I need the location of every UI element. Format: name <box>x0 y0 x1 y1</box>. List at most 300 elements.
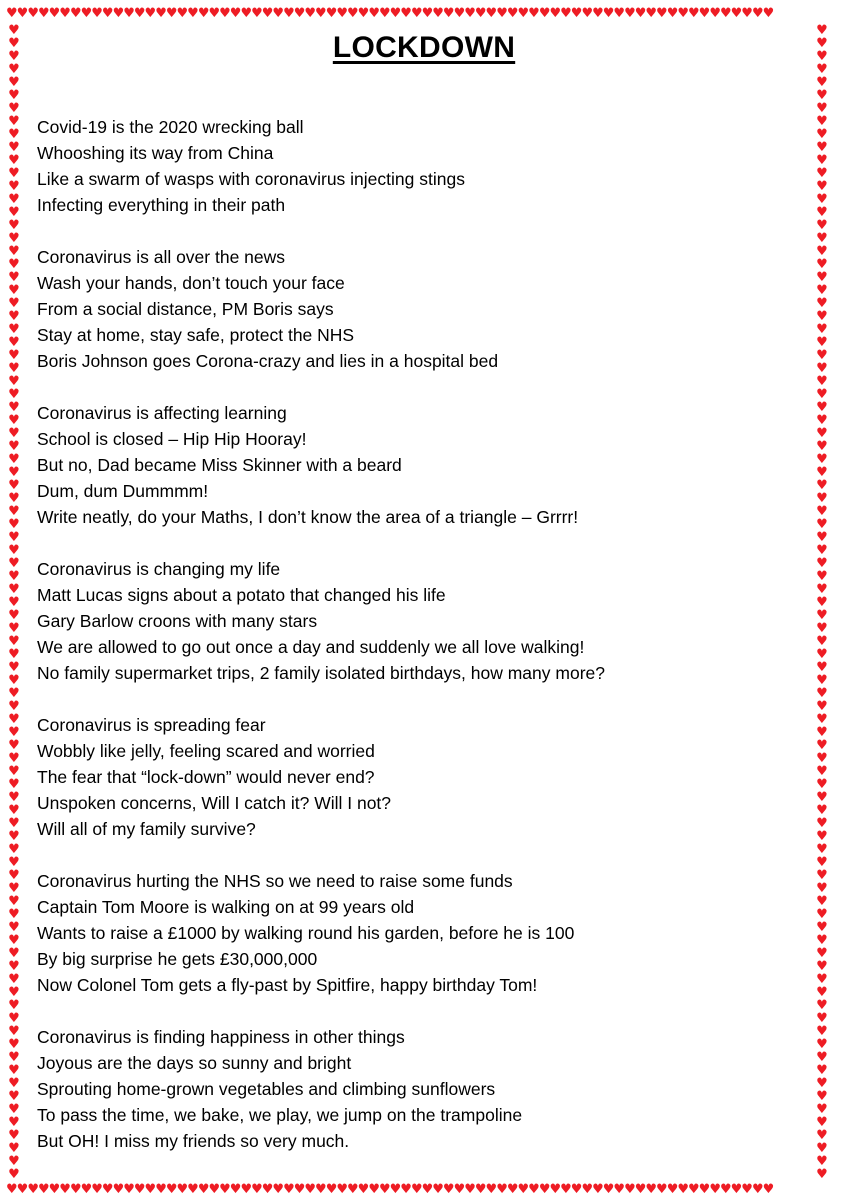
heart-icon: ♥ <box>816 88 828 103</box>
poem-line: The fear that “lock-down” would never end? <box>37 767 375 787</box>
heart-icon: ♥ <box>816 1102 828 1117</box>
heart-icon: ♥ <box>229 6 241 21</box>
stanza <box>37 244 797 374</box>
heart-icon: ♥ <box>816 855 828 870</box>
heart-icon: ♥ <box>8 569 20 584</box>
heart-icon: ♥ <box>165 6 177 21</box>
poem-line: Coronavirus is spreading fear <box>37 715 266 735</box>
heart-icon: ♥ <box>347 1182 358 1197</box>
heart-icon: ♥ <box>8 400 20 415</box>
heart-icon: ♥ <box>496 1182 507 1197</box>
heart-icon: ♥ <box>602 1182 614 1197</box>
heart-icon: ♥ <box>293 6 305 21</box>
heart-icon: ♥ <box>357 1182 369 1197</box>
heart-icon: ♥ <box>816 114 828 129</box>
heart-icon: ♥ <box>8 335 20 350</box>
heart-icon: ♥ <box>37 1182 49 1197</box>
heart-icon: ♥ <box>528 6 539 21</box>
heart-icon: ♥ <box>816 166 828 181</box>
heart-icon: ♥ <box>816 842 828 857</box>
heart-icon: ♥ <box>517 6 529 21</box>
heart-icon: ♥ <box>8 751 20 766</box>
heart-icon: ♥ <box>816 686 828 701</box>
heart-icon: ♥ <box>8 803 20 818</box>
heart-icon: ♥ <box>6 6 17 21</box>
heart-icon: ♥ <box>304 6 316 21</box>
heart-icon: ♥ <box>272 6 284 21</box>
heart-icon: ♥ <box>816 75 828 90</box>
heart-icon: ♥ <box>816 1011 828 1026</box>
heart-icon: ♥ <box>8 764 20 779</box>
heart-icon: ♥ <box>8 1128 20 1143</box>
heart-icon: ♥ <box>677 6 688 21</box>
heart-icon: ♥ <box>816 985 828 1000</box>
heart-icon: ♥ <box>410 6 422 21</box>
heart-icon: ♥ <box>570 6 582 21</box>
heart-icon: ♥ <box>8 1024 20 1039</box>
heart-icon: ♥ <box>8 530 20 545</box>
heart-icon: ♥ <box>240 6 252 21</box>
heart-icon: ♥ <box>8 595 20 610</box>
heart-icon: ♥ <box>155 1182 166 1197</box>
heart-icon: ♥ <box>816 413 828 428</box>
heart-icon: ♥ <box>442 6 454 21</box>
heart-icon: ♥ <box>816 517 828 532</box>
heart-icon: ♥ <box>816 621 828 636</box>
heart-icon: ♥ <box>8 465 20 480</box>
heart-icon: ♥ <box>592 1182 603 1197</box>
heart-icon: ♥ <box>816 153 828 168</box>
heart-icon: ♥ <box>80 1182 92 1197</box>
heart-icon: ♥ <box>816 23 828 38</box>
poem-line: Coronavirus is finding happiness in other things <box>37 1027 405 1047</box>
heart-icon: ♥ <box>816 491 828 506</box>
heart-icon: ♥ <box>8 881 20 896</box>
poem-line: Coronavirus is changing my life <box>37 559 281 579</box>
heart-icon: ♥ <box>261 6 273 21</box>
heart-icon: ♥ <box>187 1182 198 1197</box>
heart-icon: ♥ <box>101 1182 113 1197</box>
heart-icon: ♥ <box>27 1182 38 1197</box>
heart-icon: ♥ <box>816 881 828 896</box>
heart-icon: ♥ <box>6 1182 17 1197</box>
heart-icon: ♥ <box>816 192 828 207</box>
heart-icon: ♥ <box>91 6 102 21</box>
poem-line: But OH! I miss my friends so very much. <box>37 1131 350 1151</box>
poem-line: Wash your hands, don’t touch your face <box>37 273 345 293</box>
heart-icon: ♥ <box>624 6 635 21</box>
heart-icon: ♥ <box>506 1182 518 1197</box>
heart-icon: ♥ <box>389 6 401 21</box>
heart-icon: ♥ <box>762 6 774 21</box>
heart-icon: ♥ <box>816 582 828 597</box>
heart-icon: ♥ <box>304 1182 316 1197</box>
heart-icon: ♥ <box>48 1182 60 1197</box>
heart-icon: ♥ <box>8 855 20 870</box>
heart-icon: ♥ <box>80 6 92 21</box>
heart-icon: ♥ <box>464 1182 475 1197</box>
heart-icon: ♥ <box>8 686 20 701</box>
heart-icon: ♥ <box>112 6 124 21</box>
heart-icon: ♥ <box>8 88 20 103</box>
heart-icon: ♥ <box>8 114 20 129</box>
heart-icon: ♥ <box>8 556 20 571</box>
heart-icon: ♥ <box>816 790 828 805</box>
heart-icon: ♥ <box>59 6 70 21</box>
heart-icon: ♥ <box>8 647 20 662</box>
heart-icon: ♥ <box>453 6 465 21</box>
heart-icon: ♥ <box>816 257 828 272</box>
heart-icon: ♥ <box>8 153 20 168</box>
heart-icon: ♥ <box>528 1182 539 1197</box>
heart-icon: ♥ <box>592 6 603 21</box>
heart-icon: ♥ <box>8 894 20 909</box>
heart-icon: ♥ <box>656 1182 667 1197</box>
heart-icon: ♥ <box>538 1182 550 1197</box>
heart-icon: ♥ <box>816 894 828 909</box>
heart-icon: ♥ <box>8 725 20 740</box>
poem-title: LOCKDOWN <box>332 31 516 64</box>
heart-icon: ♥ <box>816 387 828 402</box>
heart-icon: ♥ <box>133 1182 145 1197</box>
heart-icon: ♥ <box>816 868 828 883</box>
heart-icon: ♥ <box>8 413 20 428</box>
heart-icon: ♥ <box>634 6 646 21</box>
heart-icon: ♥ <box>123 1182 134 1197</box>
poem-line: To pass the time, we bake, we play, we jump on the trampoline <box>37 1105 523 1125</box>
heart-icon: ♥ <box>698 1182 710 1197</box>
heart-icon: ♥ <box>816 322 828 337</box>
heart-icon: ♥ <box>581 6 593 21</box>
heart-icon: ♥ <box>69 6 81 21</box>
heart-icon: ♥ <box>816 543 828 558</box>
stanza <box>37 114 797 218</box>
heart-icon: ♥ <box>8 309 20 324</box>
heart-icon: ♥ <box>357 6 369 21</box>
heart-icon: ♥ <box>219 1182 230 1197</box>
heart-icon: ♥ <box>8 868 20 883</box>
poem-line: Boris Johnson goes Corona-crazy and lies in a hospital bed <box>37 351 499 371</box>
heart-icon: ♥ <box>560 6 571 21</box>
heart-icon: ♥ <box>816 829 828 844</box>
stanza <box>37 556 797 686</box>
heart-icon: ♥ <box>219 6 230 21</box>
heart-icon: ♥ <box>8 1011 20 1026</box>
heart-icon: ♥ <box>816 1128 828 1143</box>
heart-icon: ♥ <box>8 777 20 792</box>
heart-icon: ♥ <box>8 712 20 727</box>
heart-icon: ♥ <box>816 777 828 792</box>
heart-icon: ♥ <box>8 101 20 116</box>
heart-icon: ♥ <box>549 6 561 21</box>
heart-icon: ♥ <box>389 1182 401 1197</box>
heart-icon: ♥ <box>816 530 828 545</box>
heart-icon: ♥ <box>123 6 134 21</box>
heart-icon: ♥ <box>816 374 828 389</box>
heart-icon: ♥ <box>613 6 625 21</box>
heart-icon: ♥ <box>37 6 49 21</box>
heart-icon: ♥ <box>816 803 828 818</box>
heart-icon: ♥ <box>8 75 20 90</box>
poem-line: Dum, dum Dummmm! <box>37 481 209 501</box>
heart-icon: ♥ <box>666 1182 678 1197</box>
heart-icon: ♥ <box>816 101 828 116</box>
heart-icon: ♥ <box>816 1089 828 1104</box>
heart-icon: ♥ <box>8 920 20 935</box>
stanza <box>37 712 797 842</box>
heart-icon: ♥ <box>8 140 20 155</box>
heart-icon: ♥ <box>155 6 166 21</box>
heart-icon: ♥ <box>208 1182 220 1197</box>
heart-icon: ♥ <box>8 985 20 1000</box>
heart-icon: ♥ <box>240 1182 252 1197</box>
poem-line: Wants to raise a £1000 by walking round his garden, before he is 100 <box>37 923 575 943</box>
heart-icon: ♥ <box>666 6 678 21</box>
heart-icon: ♥ <box>730 6 742 21</box>
heart-icon: ♥ <box>8 49 20 64</box>
heart-icon: ♥ <box>293 1182 305 1197</box>
poem-line: Now Colonel Tom gets a fly-past by Spitfire, happy birthday Tom! <box>37 975 538 995</box>
heart-icon: ♥ <box>8 959 20 974</box>
heart-icon: ♥ <box>816 751 828 766</box>
heart-icon: ♥ <box>570 1182 582 1197</box>
heart-icon: ♥ <box>8 998 20 1013</box>
heart-icon: ♥ <box>8 205 20 220</box>
heart-icon: ♥ <box>816 959 828 974</box>
heart-icon: ♥ <box>719 6 731 21</box>
heart-icon: ♥ <box>816 504 828 519</box>
heart-icon: ♥ <box>272 1182 284 1197</box>
heart-icon: ♥ <box>816 127 828 142</box>
heart-icon: ♥ <box>251 1182 262 1197</box>
heart-icon: ♥ <box>368 1182 379 1197</box>
heart-icon: ♥ <box>165 1182 177 1197</box>
heart-icon: ♥ <box>112 1182 124 1197</box>
heart-border-right <box>814 24 830 1181</box>
heart-icon: ♥ <box>816 426 828 441</box>
heart-icon: ♥ <box>144 1182 156 1197</box>
heart-icon: ♥ <box>816 1167 828 1182</box>
poem-line: We are allowed to go out once a day and suddenly we all love walking! <box>37 637 585 657</box>
heart-icon: ♥ <box>506 6 518 21</box>
heart-icon: ♥ <box>816 907 828 922</box>
heart-icon: ♥ <box>613 1182 625 1197</box>
heart-icon: ♥ <box>8 361 20 376</box>
stanza <box>37 868 797 998</box>
poem-line: Joyous are the days so sunny and bright <box>37 1053 352 1073</box>
heart-icon: ♥ <box>816 62 828 77</box>
heart-icon: ♥ <box>624 1182 635 1197</box>
heart-icon: ♥ <box>816 608 828 623</box>
heart-icon: ♥ <box>709 6 720 21</box>
heart-icon: ♥ <box>16 6 28 21</box>
heart-icon: ♥ <box>762 1182 774 1197</box>
poem-line: Captain Tom Moore is walking on at 99 years old <box>37 897 415 917</box>
heart-icon: ♥ <box>816 634 828 649</box>
heart-icon: ♥ <box>688 6 699 21</box>
heart-icon: ♥ <box>8 634 20 649</box>
heart-icon: ♥ <box>816 348 828 363</box>
heart-icon: ♥ <box>645 1182 657 1197</box>
poem-line: But no, Dad became Miss Skinner with a beard <box>37 455 402 475</box>
heart-icon: ♥ <box>8 504 20 519</box>
heart-border-left <box>6 24 22 1181</box>
heart-icon: ♥ <box>8 842 20 857</box>
heart-icon: ♥ <box>634 1182 646 1197</box>
heart-icon: ♥ <box>8 1115 20 1130</box>
heart-icon: ♥ <box>8 517 20 532</box>
poem-line: No family supermarket trips, 2 family isolated birthdays, how many more? <box>37 663 605 683</box>
heart-icon: ♥ <box>517 1182 529 1197</box>
heart-icon: ♥ <box>656 6 667 21</box>
heart-icon: ♥ <box>8 244 20 259</box>
poem-line: Like a swarm of wasps with coronavirus injecting stings <box>37 169 465 189</box>
heart-icon: ♥ <box>8 491 20 506</box>
heart-icon: ♥ <box>378 1182 390 1197</box>
heart-icon: ♥ <box>464 6 475 21</box>
stanza <box>37 1024 797 1154</box>
heart-icon: ♥ <box>421 1182 433 1197</box>
heart-icon: ♥ <box>741 1182 752 1197</box>
heart-icon: ♥ <box>816 1115 828 1130</box>
heart-icon: ♥ <box>816 335 828 350</box>
poem-line: Matt Lucas signs about a potato that changed his life <box>37 585 446 605</box>
heart-icon: ♥ <box>816 595 828 610</box>
heart-icon: ♥ <box>453 1182 465 1197</box>
heart-icon: ♥ <box>698 6 710 21</box>
heart-icon: ♥ <box>8 452 20 467</box>
heart-icon: ♥ <box>677 1182 688 1197</box>
poem-line: By big surprise he gets £30,000,000 <box>37 949 318 969</box>
heart-icon: ♥ <box>101 6 113 21</box>
heart-icon: ♥ <box>8 1076 20 1091</box>
poem-line: Stay at home, stay safe, protect the NHS <box>37 325 355 345</box>
heart-icon: ♥ <box>816 231 828 246</box>
heart-icon: ♥ <box>816 569 828 584</box>
heart-icon: ♥ <box>816 725 828 740</box>
heart-icon: ♥ <box>816 946 828 961</box>
poem-line: Infecting everything in their path <box>37 195 286 215</box>
heart-icon: ♥ <box>8 1050 20 1065</box>
heart-icon: ♥ <box>197 6 209 21</box>
poem-line: Unspoken concerns, Will I catch it? Will I not? <box>37 793 392 813</box>
heart-icon: ♥ <box>8 426 20 441</box>
heart-icon: ♥ <box>133 6 145 21</box>
heart-icon: ♥ <box>8 62 20 77</box>
heart-icon: ♥ <box>741 6 752 21</box>
heart-icon: ♥ <box>261 1182 273 1197</box>
heart-icon: ♥ <box>315 1182 326 1197</box>
heart-border-top <box>6 7 773 20</box>
poem-line: Coronavirus is affecting learning <box>37 403 287 423</box>
heart-icon: ♥ <box>816 36 828 51</box>
heart-icon: ♥ <box>645 6 657 21</box>
heart-icon: ♥ <box>8 36 20 51</box>
heart-icon: ♥ <box>816 647 828 662</box>
heart-icon: ♥ <box>581 1182 593 1197</box>
heart-icon: ♥ <box>8 933 20 948</box>
poem-line: Write neatly, do your Maths, I don’t know the area of a triangle – Grrrr! <box>37 507 579 527</box>
heart-icon: ♥ <box>816 933 828 948</box>
heart-icon: ♥ <box>368 6 379 21</box>
heart-icon: ♥ <box>474 6 486 21</box>
poem-line: Whooshing its way from China <box>37 143 274 163</box>
heart-icon: ♥ <box>751 6 763 21</box>
heart-icon: ♥ <box>816 400 828 415</box>
heart-icon: ♥ <box>816 465 828 480</box>
heart-icon: ♥ <box>751 1182 763 1197</box>
heart-icon: ♥ <box>816 478 828 493</box>
poem-line: Will all of my family survive? <box>37 819 256 839</box>
heart-icon: ♥ <box>816 270 828 285</box>
heart-icon: ♥ <box>347 6 358 21</box>
heart-icon: ♥ <box>816 972 828 987</box>
poem-line: Sprouting home-grown vegetables and climbing sunflowers <box>37 1079 496 1099</box>
heart-icon: ♥ <box>8 257 20 272</box>
heart-icon: ♥ <box>8 192 20 207</box>
heart-icon: ♥ <box>8 1063 20 1078</box>
heart-icon: ♥ <box>816 1024 828 1039</box>
poem-line: School is closed – Hip Hip Hooray! <box>37 429 307 449</box>
heart-icon: ♥ <box>688 1182 699 1197</box>
heart-icon: ♥ <box>719 1182 731 1197</box>
heart-icon: ♥ <box>816 179 828 194</box>
heart-icon: ♥ <box>8 322 20 337</box>
heart-icon: ♥ <box>8 699 20 714</box>
heart-icon: ♥ <box>8 972 20 987</box>
poem-body <box>37 114 797 1180</box>
heart-icon: ♥ <box>91 1182 102 1197</box>
heart-icon: ♥ <box>59 1182 70 1197</box>
heart-icon: ♥ <box>229 1182 241 1197</box>
heart-icon: ♥ <box>816 764 828 779</box>
heart-icon: ♥ <box>816 1141 828 1156</box>
heart-icon: ♥ <box>8 348 20 363</box>
heart-icon: ♥ <box>421 6 433 21</box>
heart-icon: ♥ <box>816 361 828 376</box>
heart-icon: ♥ <box>816 309 828 324</box>
heart-icon: ♥ <box>8 374 20 389</box>
heart-icon: ♥ <box>816 673 828 688</box>
heart-icon: ♥ <box>8 283 20 298</box>
poem-line: Coronavirus hurting the NHS so we need to raise some funds <box>37 871 513 891</box>
heart-icon: ♥ <box>474 1182 486 1197</box>
heart-icon: ♥ <box>8 218 20 233</box>
heart-icon: ♥ <box>8 660 20 675</box>
heart-border-bottom <box>6 1183 773 1196</box>
heart-icon: ♥ <box>8 166 20 181</box>
heart-icon: ♥ <box>8 673 20 688</box>
heart-icon: ♥ <box>816 1037 828 1052</box>
heart-icon: ♥ <box>325 6 337 21</box>
heart-icon: ♥ <box>602 6 614 21</box>
heart-icon: ♥ <box>538 6 550 21</box>
heart-icon: ♥ <box>730 1182 742 1197</box>
heart-icon: ♥ <box>27 6 38 21</box>
heart-icon: ♥ <box>485 6 497 21</box>
poem-line: Coronavirus is all over the news <box>37 247 286 267</box>
heart-icon: ♥ <box>8 1141 20 1156</box>
poem-line: From a social distance, PM Boris says <box>37 299 334 319</box>
heart-icon: ♥ <box>336 6 347 21</box>
heart-icon: ♥ <box>816 1063 828 1078</box>
heart-icon: ♥ <box>432 6 443 21</box>
heart-icon: ♥ <box>8 127 20 142</box>
heart-icon: ♥ <box>410 1182 422 1197</box>
heart-icon: ♥ <box>251 6 262 21</box>
heart-icon: ♥ <box>8 829 20 844</box>
heart-icon: ♥ <box>709 1182 720 1197</box>
